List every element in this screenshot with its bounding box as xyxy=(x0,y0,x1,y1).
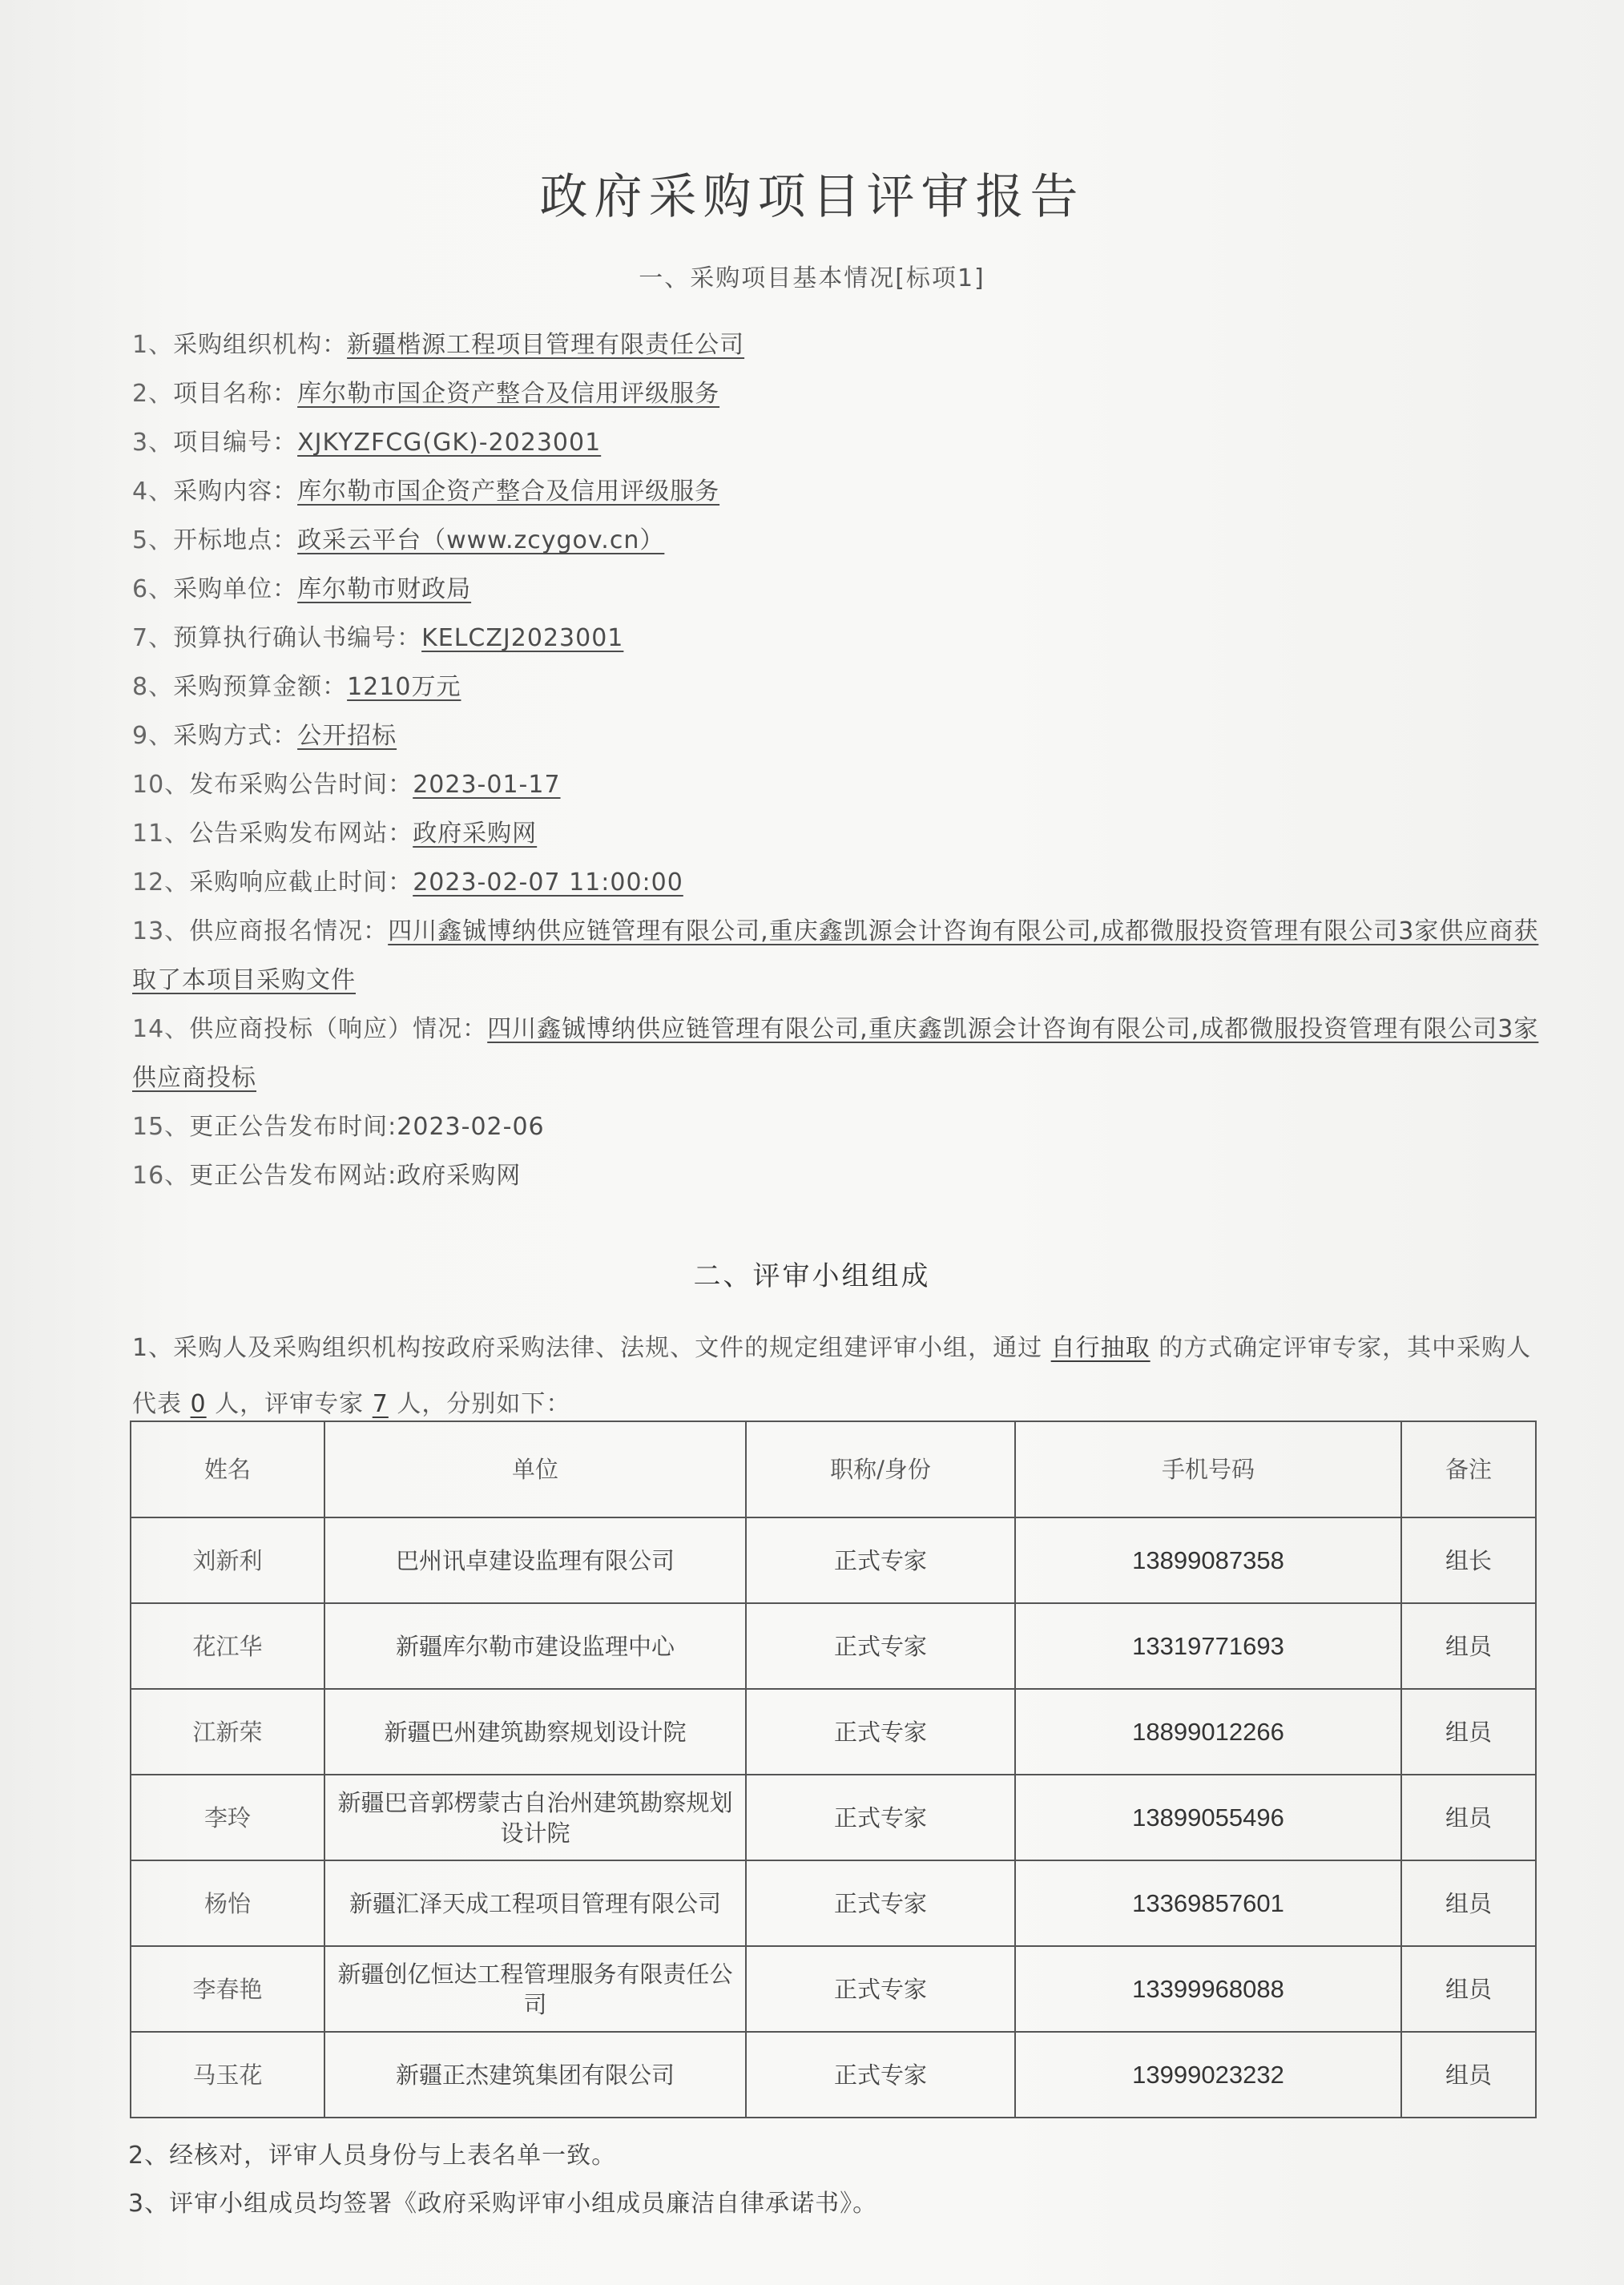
info-item: 8、采购预算金额：1210万元 xyxy=(132,673,461,701)
info-item: 2、项目名称：库尔勒市国企资产整合及信用评级服务 xyxy=(132,380,720,408)
table-row xyxy=(131,1603,1536,1689)
cell-phone: 13369857601 xyxy=(1015,1860,1401,1946)
cell-title: 正式专家 xyxy=(746,1603,1015,1689)
cell-name: 李春艳 xyxy=(131,1946,324,2032)
info-item: 4、采购内容：库尔勒市国企资产整合及信用评级服务 xyxy=(132,478,720,506)
cell-title: 正式专家 xyxy=(746,2032,1015,2118)
cell-title: 正式专家 xyxy=(746,1775,1015,1860)
cell-name: 花江华 xyxy=(131,1603,324,1689)
footer-note-2: 3、评审小组成员均签署《政府采购评审小组成员廉洁自律承诺书》。 xyxy=(128,2190,878,2218)
rep-count: 0 xyxy=(190,1390,207,1418)
info-item: 12、采购响应截止时间：2023-02-07 11:00:00 xyxy=(132,868,683,897)
cell-unit: 新疆汇泽天成工程项目管理有限公司 xyxy=(324,1860,746,1946)
cell-name: 刘新利 xyxy=(131,1517,324,1603)
info-item: 6、采购单位：库尔勒市财政局 xyxy=(132,575,472,603)
cell-unit: 新疆巴州建筑勘察规划设计院 xyxy=(324,1689,746,1775)
header-title: 职称/身份 xyxy=(746,1421,1015,1517)
info-item: 13、供应商报名情况：四川鑫铖博纳供应链管理有限公司,重庆鑫凯源会计咨询有限公司,成都微服投资管理有限公司3家供应商获取了本项目采购文件 xyxy=(132,917,1539,994)
cell-title: 正式专家 xyxy=(746,1689,1015,1775)
page-title: 政府采购项目评审报告 xyxy=(539,169,1085,225)
table-row xyxy=(131,1946,1536,2032)
header-remark: 备注 xyxy=(1401,1421,1536,1517)
table-row xyxy=(131,1775,1536,1860)
cell-phone: 13899055496 xyxy=(1015,1775,1401,1860)
cell-remark: 组长 xyxy=(1401,1517,1536,1603)
cell-title: 正式专家 xyxy=(746,1860,1015,1946)
cell-name: 马玉花 xyxy=(131,2032,324,2118)
header-unit: 单位 xyxy=(324,1421,746,1517)
committee-paragraph: 1、采购人及采购组织机构按政府采购法律、法规、文件的规定组建评审小组，通过 自行抽取 的方式确定评审专家，其中采购人代表 0 人，评审专家 7 人，分别如下： xyxy=(132,1334,1532,1418)
cell-unit: 新疆库尔勒市建设监理中心 xyxy=(324,1603,746,1689)
info-item: 16、更正公告发布网站:政府采购网 xyxy=(132,1162,522,1190)
info-item: 11、公告采购发布网站：政府采购网 xyxy=(132,820,538,848)
expert-count: 7 xyxy=(372,1390,389,1418)
selection-method: 自行抽取 xyxy=(1050,1334,1151,1362)
project-info-list xyxy=(132,320,1542,1200)
info-item: 5、开标地点：政采云平台（www.zcygov.cn） xyxy=(132,526,665,554)
cell-name: 杨怡 xyxy=(131,1860,324,1946)
cell-remark: 组员 xyxy=(1401,1689,1536,1775)
info-item: 3、项目编号：XJKYZFCG(GK)-2023001 xyxy=(132,429,602,457)
cell-title: 正式专家 xyxy=(746,1946,1015,2032)
table-row xyxy=(131,2032,1536,2118)
table-row xyxy=(131,1517,1536,1603)
table-header-row xyxy=(131,1421,1536,1517)
cell-remark: 组员 xyxy=(1401,1946,1536,2032)
info-item: 15、更正公告发布时间:2023-02-06 xyxy=(132,1113,545,1141)
footer-note-1: 2、经核对，评审人员身份与上表名单一致。 xyxy=(128,2142,617,2170)
cell-remark: 组员 xyxy=(1401,2032,1536,2118)
info-item: 10、发布采购公告时间：2023-01-17 xyxy=(132,771,561,799)
cell-name: 李玲 xyxy=(131,1775,324,1860)
table-row xyxy=(131,1689,1536,1775)
cell-unit: 新疆正杰建筑集团有限公司 xyxy=(324,2032,746,2118)
cell-phone: 13319771693 xyxy=(1015,1603,1401,1689)
expert-table xyxy=(130,1421,1537,2118)
cell-phone: 18899012266 xyxy=(1015,1689,1401,1775)
cell-unit: 新疆创亿恒达工程管理服务有限责任公司 xyxy=(324,1946,746,2032)
section1-title: 一、采购项目基本情况[标项1] xyxy=(639,264,985,292)
info-item: 9、采购方式：公开招标 xyxy=(132,722,397,750)
info-item: 7、预算执行确认书编号：KELCZJ2023001 xyxy=(132,624,624,652)
table-row xyxy=(131,1860,1536,1946)
header-phone: 手机号码 xyxy=(1015,1421,1401,1517)
info-item: 14、供应商投标（响应）情况：四川鑫铖博纳供应链管理有限公司,重庆鑫凯源会计咨询有限公司,成都微服投资管理有限公司3家供应商投标 xyxy=(132,1015,1539,1092)
cell-unit: 新疆巴音郭楞蒙古自治州建筑勘察规划设计院 xyxy=(324,1775,746,1860)
cell-phone: 13399968088 xyxy=(1015,1946,1401,2032)
section2-title: 二、评审小组组成 xyxy=(693,1260,931,1292)
cell-unit: 巴州讯卓建设监理有限公司 xyxy=(324,1517,746,1603)
cell-remark: 组员 xyxy=(1401,1860,1536,1946)
cell-phone: 13999023232 xyxy=(1015,2032,1401,2118)
header-name: 姓名 xyxy=(131,1421,324,1517)
cell-title: 正式专家 xyxy=(746,1517,1015,1603)
cell-remark: 组员 xyxy=(1401,1775,1536,1860)
cell-name: 江新荣 xyxy=(131,1689,324,1775)
info-item: 1、采购组织机构：新疆楷源工程项目管理有限责任公司 xyxy=(132,331,745,359)
cell-remark: 组员 xyxy=(1401,1603,1536,1689)
cell-phone: 13899087358 xyxy=(1015,1517,1401,1603)
